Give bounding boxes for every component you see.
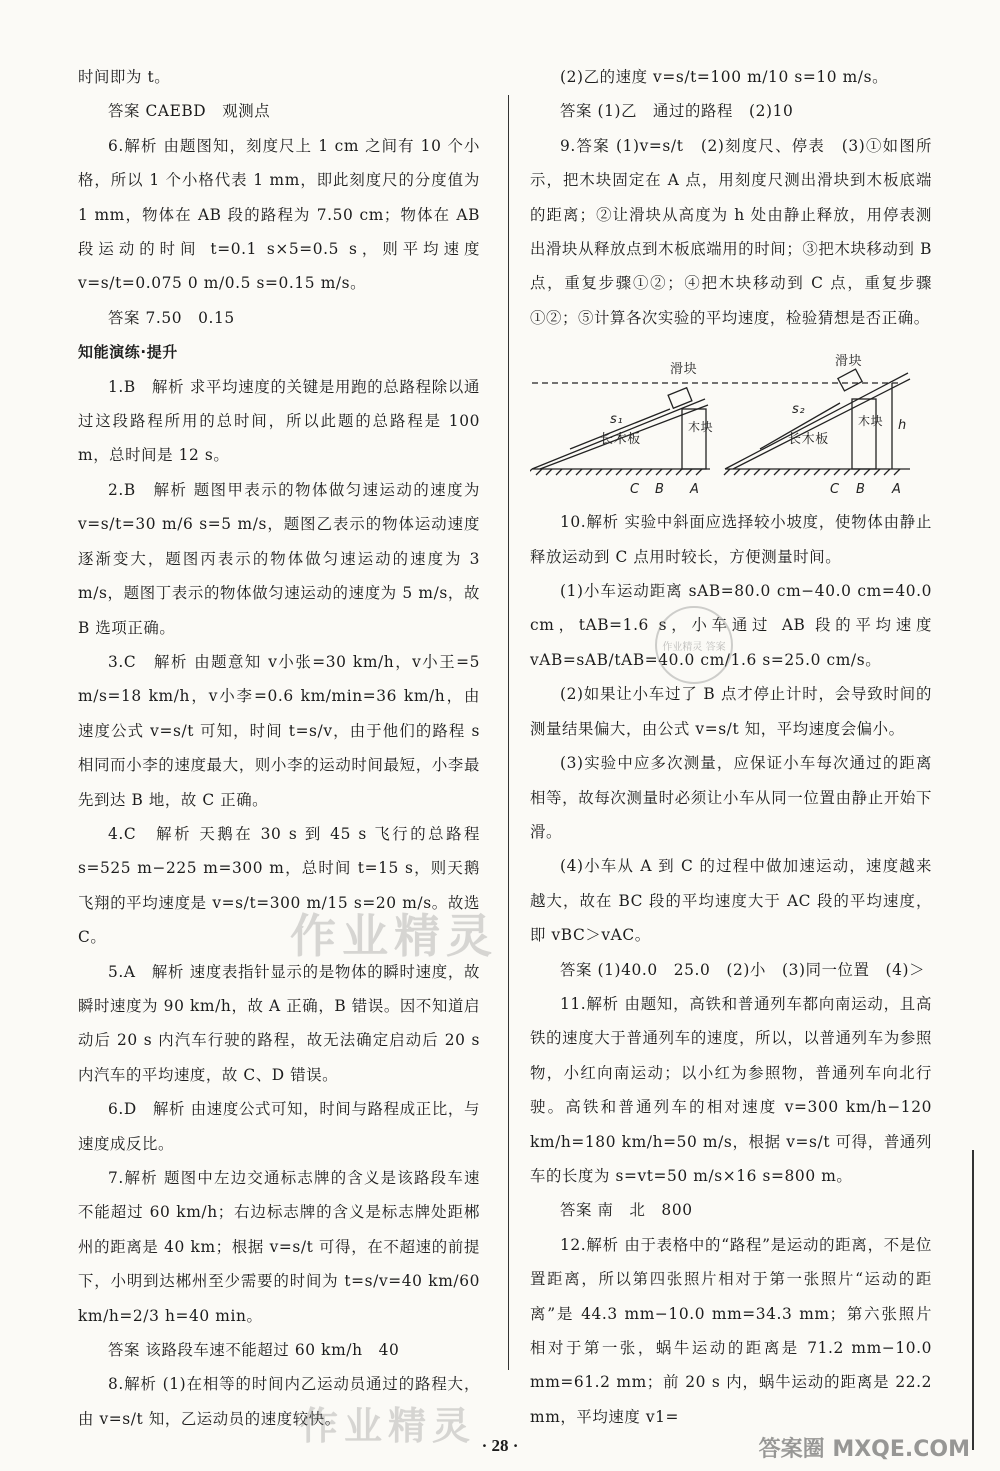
point-label: B bbox=[856, 482, 866, 498]
incline-figure bbox=[530, 351, 932, 501]
question-8: 8.解析 (1)在相等的时间内乙运动员通过的路程大，由 v=s/t 知，乙运动员的速度较快。 bbox=[78, 1375, 480, 1428]
watermark-mid: 作业精灵 bbox=[290, 909, 498, 963]
point-label: B bbox=[655, 482, 665, 498]
question-9: 9.答案 (1)v=s/t (2)刻度尺、停表 (3)①如图所示，把木块固定在 A 点，用刻度尺测出滑块到木板底端的距离；②让滑块从高度为 h 处由静止释放，用停表测出滑块从释放点到木板底端用的时间；③把木块移动到 B 点，重复步骤①②；④把木块移动到 C 点，重复步骤①②；⑤计算各次实验的平均速度，检验猜想是否正确。 bbox=[530, 136, 932, 327]
section-heading: 知能演练·提升 bbox=[78, 343, 178, 362]
watermark-corner: 答案圈 MXQE.COM bbox=[758, 1437, 970, 1462]
column-divider bbox=[508, 95, 509, 1370]
label-slider: 滑块 bbox=[835, 354, 863, 370]
column-divider-bottom bbox=[972, 1150, 974, 1450]
answer-line: 答案 CAEBD 观测点 bbox=[108, 102, 271, 121]
label-s2: s₂ bbox=[792, 402, 806, 418]
question-3: 3.C 解析 由题意知 v小张=30 km/h，v小王=5 m/s=18 km/h，v小李=0.6 km/min=36 km/h，由速度公式 v=s/t 可知，时间 t=s/v，由于他们的路程 s 相同而小李的速度最大，则小李的运动时间最短，小李最先到达 B 地，故 C 正确。 bbox=[78, 652, 480, 809]
question-6: 6.D 解析 由速度公式可知，时间与路程成正比，与速度成反比。 bbox=[78, 1100, 480, 1153]
stamp-watermark: 作业精灵 答案 bbox=[655, 606, 733, 684]
question-12: 12.解析 由于表格中的“路程”是运动的距离，不是位置距离，所以第四张照片相对于第一张照片“运动的距离”是 44.3 mm−10.0 mm=34.3 mm；第六张照片相对于第一张，蜗牛运动的距离是 71.2 mm−10.0 mm=61.2 mm；前 20 s 内，蜗牛运动的距离是 22.2 mm，平均速度 v1= bbox=[530, 1235, 932, 1426]
point-label: C bbox=[830, 482, 840, 498]
page-number: · 28 · bbox=[481, 1436, 519, 1455]
question-10: 10.解析 实验中斜面应选择较小坡度，使物体由静止释放运动到 C 点用时较长，方便测量时间。 bbox=[530, 513, 932, 566]
question-10-part-4: (4)小车从 A 到 C 的过程中做加速运动，速度越来越大，故在 BC 段的平均速度大于 AC 段的平均速度，即 vBC＞vAC。 bbox=[530, 857, 932, 945]
text-line: 时间即为 t。 bbox=[78, 68, 171, 86]
label-board: 长木板 bbox=[600, 432, 641, 448]
label-block: 木块 bbox=[688, 420, 714, 435]
right-column bbox=[530, 60, 932, 1434]
point-label: A bbox=[892, 482, 902, 498]
answer-line: 答案 该路段车速不能超过 60 km/h 40 bbox=[108, 1341, 400, 1360]
question-7: 7.解析 题图中左边交通标志牌的含义是该路段车速不能超过 60 km/h；右边标志牌的含义是标志牌处距郴州的距离是 40 km；根据 v=s/t 可得，在不超速的前提下，小明到达郴州至少需要的时间为 t=s/v=40 km/60 km/h=2/3 h=40 min。 bbox=[78, 1169, 480, 1325]
text-line: (2)乙的速度 v=s/t=100 m/10 s=10 m/s。 bbox=[560, 68, 889, 86]
question-10-part-1: (1)小车运动距离 sAB=80.0 cm−40.0 cm=40.0 cm，tAB=1.6 s，小车通过 AB 段的平均速度 vAB=sAB/tAB=40.0 cm/1.6 s=25.0 cm/s。 bbox=[530, 582, 932, 669]
label-h: h bbox=[898, 418, 907, 434]
label-board: 长木板 bbox=[788, 432, 829, 448]
left-column bbox=[78, 60, 480, 1436]
explanation-6: 6.解析 由题图知，刻度尺上 1 cm 之间有 10 个小格，所以 1 个小格代表 1 mm，即此刻度尺的分度值为 1 mm，物体在 AB 段的路程为 7.50 cm；物体在 AB 段运动的时间 t=0.1 s×5=0.5 s，则平均速度 v=s/t=0.075 0 m/0.5 s=0.15 m/s。 bbox=[78, 136, 480, 293]
answer-line: 答案 (1)40.0 25.0 (2)小 (3)同一位置 (4)＞ bbox=[560, 960, 926, 979]
question-5: 5.A 解析 速度表指针显示的是物体的瞬时速度，故瞬时速度为 90 km/h，故 A 正确，B 错误。因不知道启动后 20 s 内汽车行驶的路程，故无法确定启动后 20 s 内汽车的平均速度，故 C、D 错误。 bbox=[78, 962, 480, 1084]
answer-line: 答案 7.50 0.15 bbox=[108, 308, 235, 327]
question-10-part-3: (3)实验中应多次测量，应保证小车每次通过的距离相等，故每次测量时必须让小车从同一位置由静止开始下滑。 bbox=[530, 754, 932, 841]
question-4: 4.C 解析 天鹅在 30 s 到 45 s 飞行的总路程 s=525 m−225 m=300 m，总时间 t=15 s，则天鹅飞翔的平均速度是 v=s/t=300 m/15 s=20 m/s。故选 C。 bbox=[78, 824, 480, 947]
label-s1: s₁ bbox=[610, 412, 624, 428]
question-10-part-2: (2)如果让小车过了 B 点才停止计时，会导致时间的测量结果偏大，由公式 v=s/t 知，平均速度会偏小。 bbox=[530, 685, 932, 738]
label-block: 木块 bbox=[858, 414, 884, 429]
question-11: 11.解析 由题知，高铁和普通列车都向南运动，且高铁的速度大于普通列车的速度，所以，以普通列车为参照物，小红向南运动；以小红为参照物，普通列车向北行驶。高铁和普通列车的相对速度 v=300 km/h−120 km/h=180 km/h=50 m/s，根据 v=s/t 可得，普通列车的长度为 s=vt=50 m/s×16 s=800 m。 bbox=[530, 994, 932, 1185]
answer-line: 答案 南 北 800 bbox=[560, 1201, 693, 1220]
watermark-bottom: 作业精灵 bbox=[300, 1404, 477, 1448]
question-1: 1.B 解析 求平均速度的关键是用跑的总路程除以通过这段路程所用的总时间，所以此题的总路程是 100 m，总时间是 12 s。 bbox=[78, 377, 480, 465]
point-label: C bbox=[630, 482, 640, 498]
question-2: 2.B 解析 题图甲表示的物体做匀速运动的速度为 v=s/t=30 m/6 s=5 m/s，题图乙表示的物体运动速度逐渐变大，题图丙表示的物体做匀速运动的速度为 3 m/s，题图丁表示的物体做匀速运动的速度为 5 m/s，故 B 选项正确。 bbox=[78, 480, 480, 637]
point-label: A bbox=[690, 482, 700, 498]
label-slider: 滑块 bbox=[670, 362, 698, 378]
answer-line: 答案 (1)乙 通过的路程 (2)10 bbox=[560, 102, 794, 121]
